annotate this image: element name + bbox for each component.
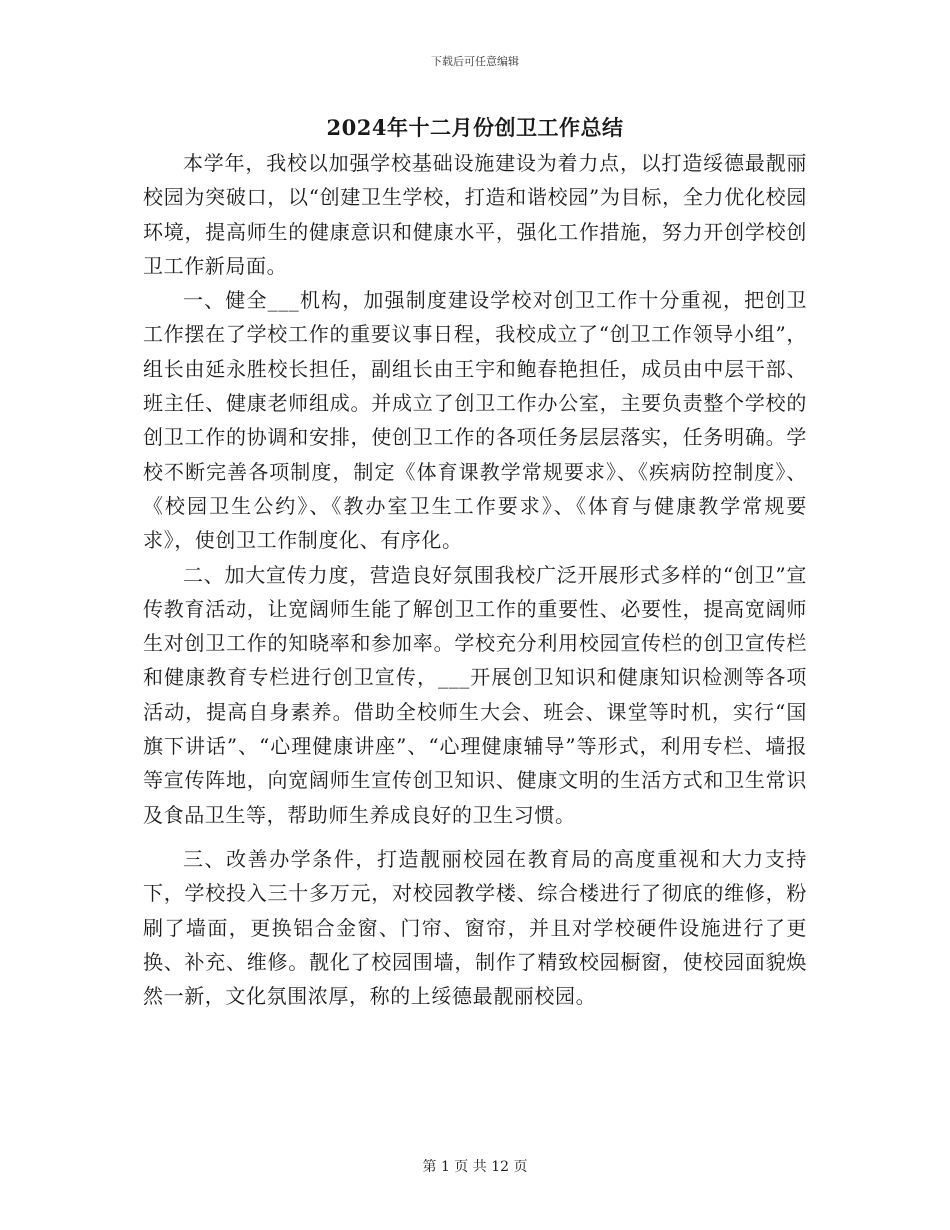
- page-header-note: 下载后可任意编辑: [431, 55, 519, 68]
- document-title: 2024年十二月份创卫工作总结: [326, 115, 624, 140]
- document-body: [143, 146, 807, 1013]
- paragraph-section-1: 一、健全___机构，加强制度建设学校对创卫工作十分重视，把创卫工作摆在了学校工作的重要议事日程，我校成立了“创卫工作领导小组”，组长由延永胜校长担任，副组长由王宇和鲍春艳担任，成员由中层干部、班主任、健康老师组成。并成立了创卫工作办公室，主要负责整个学校的创卫工作的协调和安排，使创卫工作的各项任务层层落实，任务明确。学校不断完善各项制度，制定《体育课教学常规要求》、《疾病防控制度》、《校园卫生公约》、《教办室卫生工作要求》、《体育与健康教学常规要求》，使创卫工作制度化、有序化。: [143, 288, 807, 553]
- paragraph-intro: 本学年，我校以加强学校基础设施建设为着力点，以打造绥德最靓丽校园为突破口，以“创建卫生学校，打造和谐校园”为目标，全力优化校园环境，提高师生的健康意识和健康水平，强化工作措施，努力开创学校创卫工作新局面。: [143, 151, 807, 278]
- paragraph-section-3: 三、改善办学条件，打造靓丽校园在教育局的高度重视和大力支持下，学校投入三十多万元，对校园教学楼、综合楼进行了彻底的维修，粉刷了墙面，更换铝合金窗、门帘、窗帘，并且对学校硬件设施进行了更换、补充、维修。靓化了校园围墙，制作了精致校园橱窗，使校园面貌焕然一新，文化氛围浓厚，称的上绥德最靓丽校园。: [143, 846, 807, 1009]
- page-number-footer: 第 1 页 共 12 页: [422, 1159, 528, 1175]
- paragraph-section-2: 二、加大宣传力度，营造良好氛围我校广泛开展形式多样的“创卫”宣传教育活动，让宽阔师生能了解创卫工作的重要性、必要性，提高宽阔师生对创卫工作的知晓率和参加率。学校充分利用校园宣传栏的创卫宣传栏和健康教育专栏进行创卫宣传，___开展创卫知识和健康知识检测等各项活动，提高自身素养。借助全校师生大会、班会、课堂等时机，实行“国旗下讲话”、“心理健康讲座”、“心理健康辅导”等形式，利用专栏、墙报等宣传阵地，向宽阔师生宣传创卫知识、健康文明的生活方式和卫生常识及食品卫生等，帮助师生养成良好的卫生习惯。: [143, 562, 807, 827]
